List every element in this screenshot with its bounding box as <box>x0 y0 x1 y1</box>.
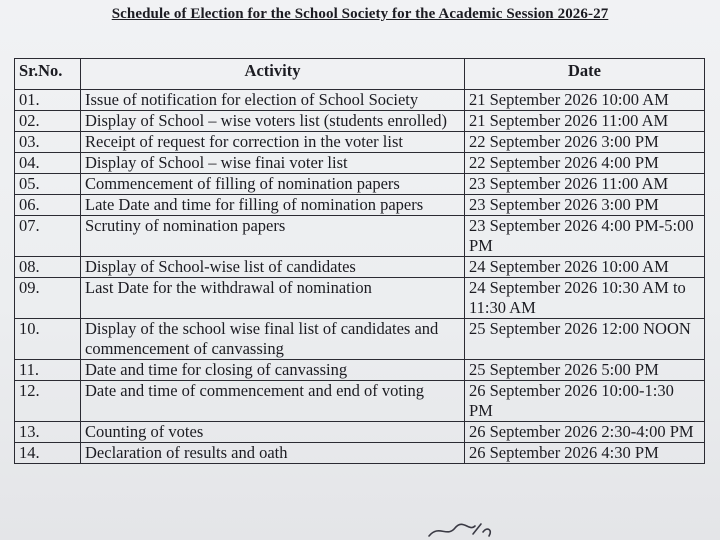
table-row <box>15 216 705 257</box>
row-sr-no: 02. <box>15 111 81 132</box>
row-sr-no: 09. <box>15 278 81 319</box>
table-row <box>15 132 705 153</box>
row-date: 25 September 2026 5:00 PM <box>465 360 705 381</box>
row-activity: Commencement of filling of nomination papers <box>81 174 465 195</box>
table-row <box>15 90 705 111</box>
row-activity: Last Date for the withdrawal of nomination <box>81 278 465 319</box>
document-title: Schedule of Election for the School Society for the Academic Session 2026-27 <box>111 6 609 22</box>
row-date: 26 September 2026 4:30 PM <box>465 443 705 464</box>
row-sr-no: 08. <box>15 257 81 278</box>
header-date: Date <box>465 59 705 90</box>
row-date: 24 September 2026 10:00 AM <box>465 257 705 278</box>
row-sr-no: 03. <box>15 132 81 153</box>
row-activity: Date and time of commencement and end of voting <box>81 381 465 422</box>
row-activity: Receipt of request for correction in the voter list <box>81 132 465 153</box>
row-date: 26 September 2026 10:00-1:30 PM <box>465 381 705 422</box>
table-row <box>15 174 705 195</box>
row-activity: Display of School – wise voters list (students enrolled) <box>81 111 465 132</box>
row-sr-no: 05. <box>15 174 81 195</box>
row-activity: Issue of notification for election of School Society <box>81 90 465 111</box>
row-sr-no: 11. <box>15 360 81 381</box>
table-row <box>15 360 705 381</box>
row-date: 26 September 2026 2:30-4:00 PM <box>465 422 705 443</box>
row-date: 23 September 2026 11:00 AM <box>465 174 705 195</box>
row-activity: Counting of votes <box>81 422 465 443</box>
row-sr-no: 06. <box>15 195 81 216</box>
row-sr-no: 10. <box>15 319 81 360</box>
row-date: 24 September 2026 10:30 AM to 11:30 AM <box>465 278 705 319</box>
row-activity: Declaration of results and oath <box>81 443 465 464</box>
table-row <box>15 257 705 278</box>
row-activity: Late Date and time for filling of nomination papers <box>81 195 465 216</box>
row-date: 23 September 2026 4:00 PM-5:00 PM <box>465 216 705 257</box>
table-row <box>15 153 705 174</box>
header-activity: Activity <box>81 59 465 90</box>
row-date: 25 September 2026 12:00 NOON <box>465 319 705 360</box>
row-date: 22 September 2026 4:00 PM <box>465 153 705 174</box>
row-date: 21 September 2026 10:00 AM <box>465 90 705 111</box>
row-sr-no: 13. <box>15 422 81 443</box>
table-row <box>15 195 705 216</box>
row-sr-no: 01. <box>15 90 81 111</box>
row-activity: Scrutiny of nomination papers <box>81 216 465 257</box>
table-row <box>15 381 705 422</box>
row-date: 23 September 2026 3:00 PM <box>465 195 705 216</box>
row-sr-no: 12. <box>15 381 81 422</box>
row-activity: Display of the school wise final list of candidates and commencement of canvassing <box>81 319 465 360</box>
signature-scribble <box>425 518 505 540</box>
table-row <box>15 422 705 443</box>
table-row <box>15 278 705 319</box>
row-activity: Display of School-wise list of candidates <box>81 257 465 278</box>
schedule-table <box>14 58 705 464</box>
row-activity: Date and time for closing of canvassing <box>81 360 465 381</box>
table-row <box>15 111 705 132</box>
table-row <box>15 319 705 360</box>
row-date: 21 September 2026 11:00 AM <box>465 111 705 132</box>
header-sr-no: Sr.No. <box>15 59 81 90</box>
row-sr-no: 04. <box>15 153 81 174</box>
row-activity: Display of School – wise finai voter list <box>81 153 465 174</box>
row-date: 22 September 2026 3:00 PM <box>465 132 705 153</box>
row-sr-no: 07. <box>15 216 81 257</box>
row-sr-no: 14. <box>15 443 81 464</box>
table-header-row <box>15 59 705 90</box>
table-row <box>15 443 705 464</box>
